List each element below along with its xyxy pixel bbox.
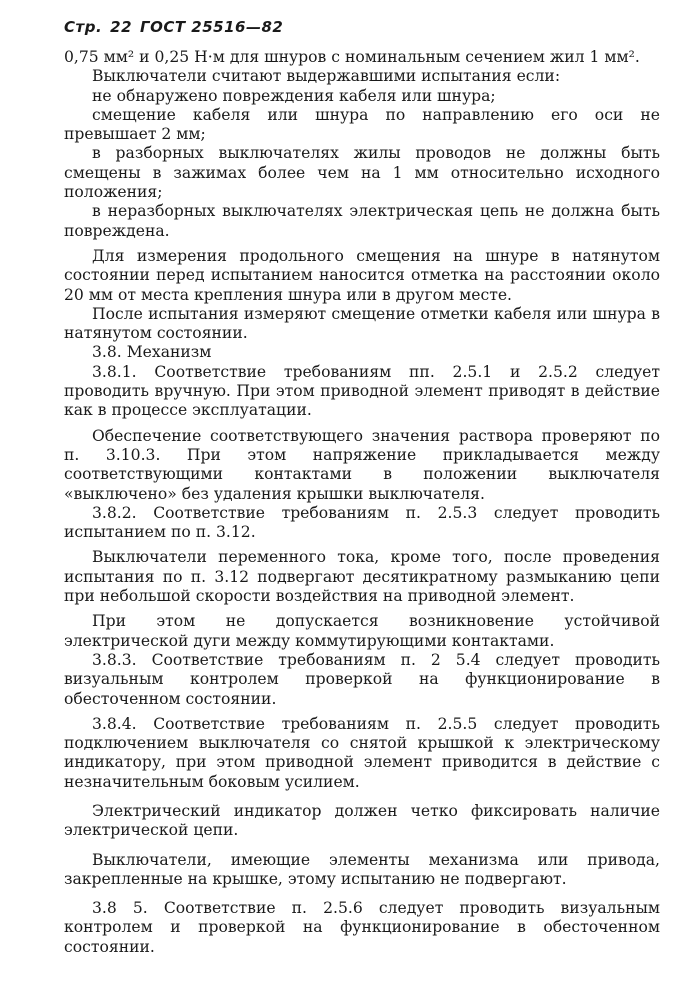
paragraph: 3.8.1. Соответствие требованиям пп. 2.5.1 и 2.5.2 следует проводить вручную. При этом приводной элемент приводят в действие как в процессе эксплуатации. — [64, 362, 660, 420]
paragraph: в разборных выключателях жилы проводов не должны быть смещены в зажимах более чем на 1 мм относительно исходного положения; — [64, 144, 660, 202]
paragraph: После испытания измеряют смещение отметки кабеля или шнура в натянутом состоянии. — [64, 304, 660, 343]
paragraph: в неразборных выключателях электрическая цепь не должна быть повреждена. — [64, 202, 660, 240]
paragraph: Выключатели считают выдержавшими испытания если: — [92, 67, 561, 86]
page-header — [64, 14, 660, 40]
page-prefix: Стр. — [64, 18, 103, 36]
paragraph: 0,75 мм² и 0,25 Н·м для шнуров с номинальным сечением жил 1 мм². — [64, 48, 640, 66]
paragraph: Для измерения продольного смещения на шнуре в натянутом состоянии перед испытанием наносится отметка на расстоянии около 20 мм от места крепления шнура или в другом месте. — [64, 246, 660, 304]
paragraph: Выключатели переменного тока, кроме того, после проведения испытания по п. 3.12 подвергают десятикратному размыканию цепи при небольшой скорости воздействия на приводной элемент. — [64, 548, 660, 606]
standard-code: ГОСТ 25516—82 — [140, 18, 284, 36]
paragraph: 3.8.2. Соответствие требованиям п. 2.5.3 следует проводить испытанием по п. 3.12. — [64, 503, 660, 542]
paragraph: Обеспечение соответствующего значения раствора проверяют по п. 3.10.3. При этом напряжение прикладывается между соответствующими контактами в положении выключателя «выключено» без удаления крышки выключателя. — [64, 426, 660, 503]
paragraph: 3.8.3. Соответствие требованиям п. 2 5.4 следует проводить визуальным контролем проверкой на функционирование в обесточенном состоянии. — [64, 650, 660, 708]
paragraph: смещение кабеля или шнура по направлению его оси не превышает 2 мм; — [64, 105, 660, 144]
section-heading: 3.8. Механизм — [92, 343, 212, 362]
page-number: 22 — [110, 18, 133, 36]
paragraph: не обнаружено повреждения кабеля или шнура; — [92, 86, 496, 105]
document-page — [64, 14, 660, 957]
paragraph: 3.8 5. Соответствие п. 2.5.6 следует проводить визуальным контролем и проверкой на функционирование в обесточенном состоянии. — [64, 899, 660, 956]
paragraph: 3.8.4. Соответствие требованиям п. 2.5.5 следует проводить подключением выключателя со снятой крышкой к электрическому индикатору, при этом приводной элемент приводится в действие с незначительным боковым усилием. — [64, 714, 660, 791]
paragraph: При этом не допускается возникновение устойчивой электрической дуги между коммутирующими контактами. — [64, 612, 660, 650]
paragraph: Выключатели, имеющие элементы механизма или привода, закрепленные на крышке, этому испытанию не подвергают. — [64, 850, 660, 888]
paragraph: Электрический индикатор должен четко фиксировать наличие электрической цепи. — [64, 801, 660, 840]
